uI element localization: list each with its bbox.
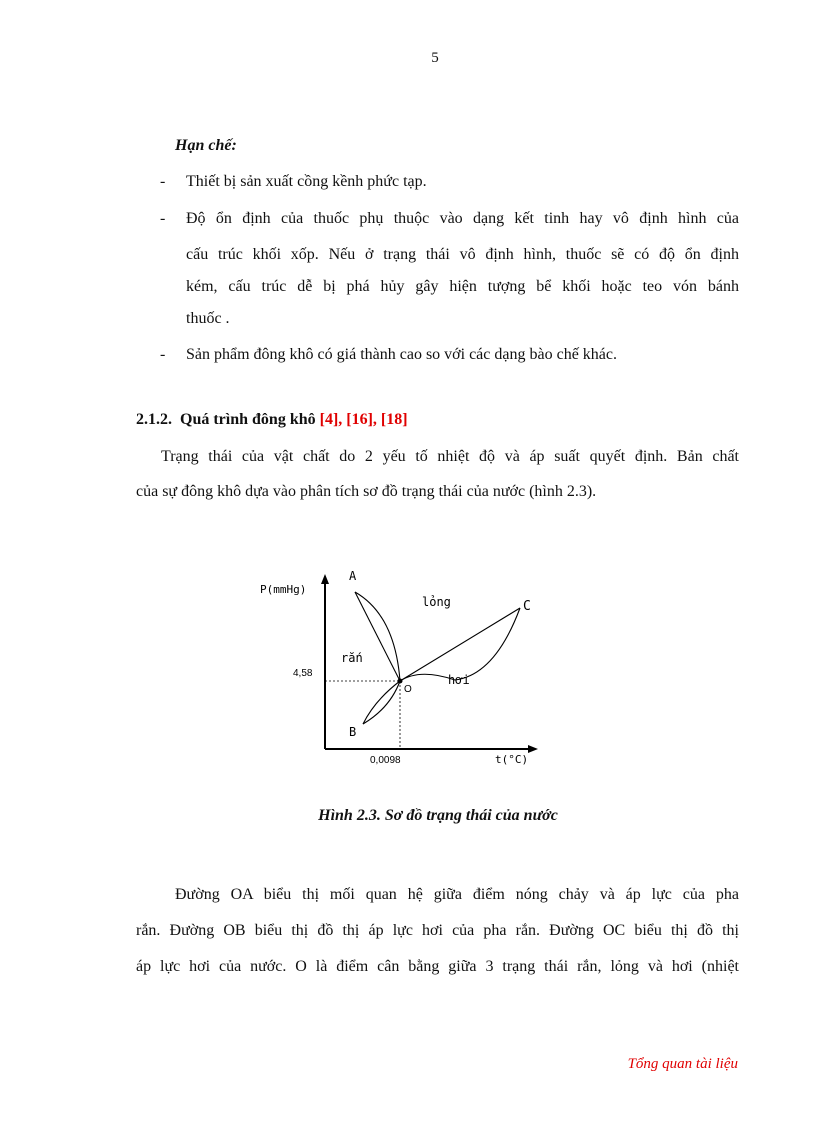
paragraph-line-1: Đường OA biểu thị mối quan hệ giữa điểm nóng chảy và áp lực của pha — [175, 886, 739, 903]
bullet-dash: - — [160, 173, 166, 190]
x-axis-arrow-icon — [528, 745, 538, 753]
paragraph-line-2: rắn. Đường OB biểu thị đồ thị áp lực hơi của pha rắn. Đường OC biểu thị đồ thị — [136, 922, 739, 939]
point-c-label: C — [523, 599, 531, 614]
x-axis-label: t(°C) — [495, 753, 529, 766]
curve-ob-inner — [363, 681, 400, 724]
figure-caption: Hình 2.3. Sơ đồ trạng thái của nước — [318, 807, 558, 824]
limit-item-2-line-2: cấu trúc khối xốp. Nếu ở trạng thái vô định hình, thuốc sẽ có độ ổn định — [186, 246, 739, 263]
intro-line-2: của sự đông khô dựa vào phân tích sơ đồ trạng thái của nước (hình 2.3). — [136, 483, 597, 500]
region-solid-label: rắn — [341, 651, 363, 665]
section-title: Quá trình đông khô — [180, 411, 316, 428]
bullet-dash: - — [160, 346, 166, 363]
section-number: 2.1.2. — [136, 411, 172, 428]
limit-item-2-line-1: Độ ổn định của thuốc phụ thuộc vào dạng kết tinh hay vô định hình của — [186, 210, 739, 227]
footer-section-title: Tổng quan tài liệu — [627, 1056, 738, 1072]
limit-item-2-line-3: kém, cấu trúc dễ bị phá hủy gây hiện tượng bể khối hoặc teo vón bánh — [186, 278, 739, 295]
point-b-label: B — [349, 725, 357, 739]
region-liquid-label: lỏng — [422, 595, 451, 609]
limit-item-3: Sản phẩm đông khô có giá thành cao so với các dạng bào chế khác. — [186, 346, 617, 363]
bullet-dash: - — [160, 210, 166, 227]
curve-ob-outer — [363, 681, 400, 724]
section-references: [4], [16], [18] — [319, 411, 408, 428]
triple-point-marker — [398, 679, 403, 684]
pressure-tick-label: 4,58 — [293, 668, 313, 679]
temperature-tick-label: 0,0098 — [370, 755, 401, 766]
limits-title: Hạn chế: — [175, 137, 237, 154]
section-heading — [136, 411, 408, 429]
point-o-label: O — [404, 684, 412, 695]
phase-diagram — [250, 560, 550, 775]
point-a-label: A — [349, 569, 357, 583]
y-axis-arrow-icon — [321, 574, 329, 584]
region-vapor-label: hơi — [448, 673, 470, 687]
limit-item-1: Thiết bị sản xuất cồng kềnh phức tạp. — [186, 173, 427, 190]
y-axis-label: P(mmHg) — [260, 583, 307, 596]
intro-line-1: Trạng thái của vật chất do 2 yếu tố nhiệt độ và áp suất quyết định. Bản chất — [161, 448, 739, 465]
curve-oa-inner — [355, 592, 400, 681]
page-number: 5 — [431, 50, 439, 66]
paragraph-line-3: áp lực hơi của nước. O là điểm cân bằng giữa 3 trạng thái rắn, lỏng và hơi (nhiệt — [136, 958, 739, 975]
limit-item-2-line-4: thuốc . — [186, 310, 230, 327]
